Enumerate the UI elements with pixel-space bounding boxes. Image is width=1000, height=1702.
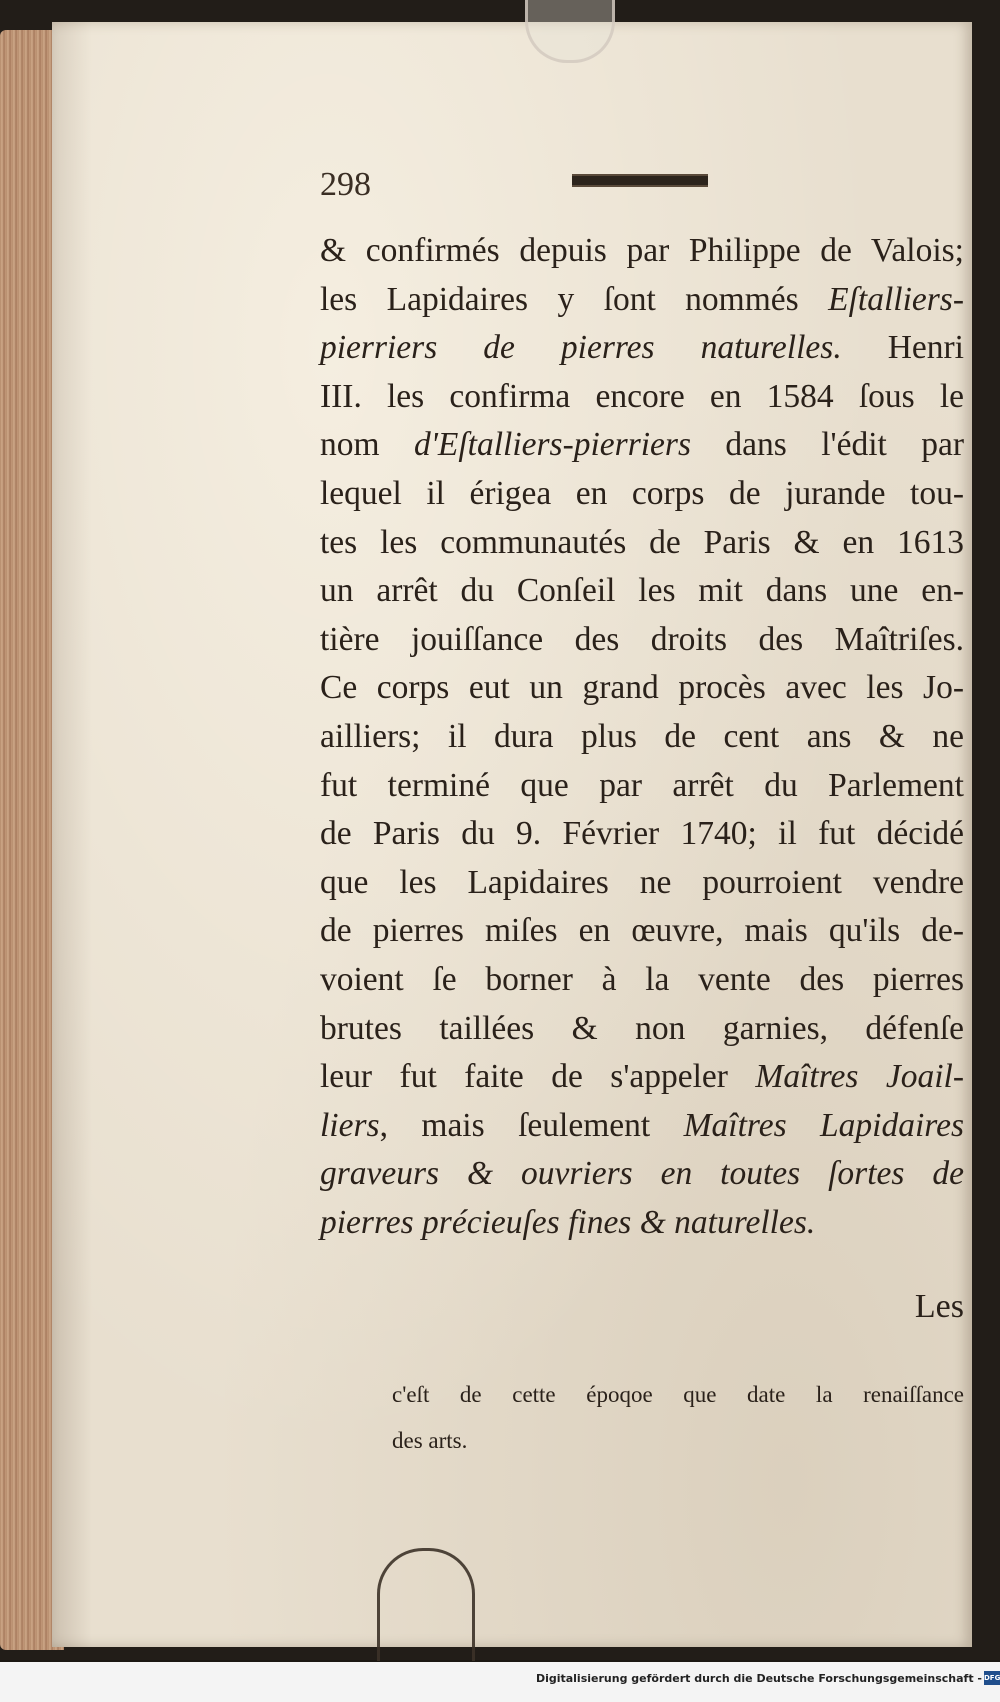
page-clip-bottom	[377, 1548, 475, 1661]
text-segment: de pierres miſes en œuvre, mais qu'ils de-	[320, 912, 964, 950]
text-segment: fut terminé que par arrêt du Parlement	[320, 766, 964, 804]
text-segment: nom	[320, 426, 414, 464]
text-line	[320, 1005, 964, 1054]
text-line	[320, 713, 964, 762]
digitization-credit-bar	[0, 1662, 1000, 1702]
text-segment: Ce corps eut un grand procès avec les Jo-	[320, 669, 964, 707]
text-line	[320, 859, 964, 908]
dfg-logo: DFG	[984, 1671, 1000, 1685]
footnote	[392, 1372, 964, 1464]
italic-text: d'Eſtalliers-pierriers	[413, 426, 691, 464]
text-segment: brutes taillées & non garnies, défenſe	[320, 1009, 964, 1047]
italic-text: Eſtalliers-	[828, 280, 964, 318]
text-line	[320, 324, 964, 373]
text-line	[320, 664, 964, 713]
text-line	[320, 1150, 964, 1199]
book-page	[52, 22, 972, 1647]
text-line	[320, 276, 964, 325]
text-segment: voient ſe borner à la vente des pierres	[320, 960, 964, 998]
text-line	[320, 1053, 964, 1102]
text-line	[320, 1199, 964, 1248]
text-segment: les Lapidaires y ſont nommés	[320, 280, 829, 318]
text-segment: lequel il érigea en corps de jurande tou-	[320, 474, 964, 512]
text-line	[320, 421, 964, 470]
italic-text: pierres précieuſes fines & naturelles.	[320, 1203, 816, 1241]
footnote-line: des arts.	[392, 1428, 468, 1453]
text-segment: tière jouiſſance des droits des Maîtriſes.	[320, 620, 964, 658]
text-line	[320, 810, 964, 859]
text-segment: que les Lapidaires ne pourroient vendre	[320, 863, 964, 901]
credit-text: Digitalisierung gefördert durch die Deutsche Forschungsgemeinschaft -	[535, 1672, 982, 1685]
text-line	[320, 567, 964, 616]
body-text	[320, 227, 964, 1247]
catchword: Les	[914, 1288, 964, 1325]
text-line	[320, 616, 964, 665]
italic-text: pierriers de pierres naturelles.	[320, 329, 842, 367]
text-line	[320, 470, 964, 519]
text-segment: leur fut faite de s'appeler	[320, 1058, 756, 1096]
text-segment: , mais ſeulement	[379, 1106, 684, 1144]
text-segment: de Paris du 9. Février 1740; il fut décidé	[320, 815, 964, 853]
page-number: 298	[320, 166, 371, 203]
text-segment: Henri	[841, 329, 964, 367]
text-line	[320, 227, 964, 276]
text-segment: un arrêt du Conſeil les mit dans une en-	[320, 572, 964, 610]
italic-text: Maîtres Joail-	[755, 1058, 964, 1096]
italic-text: liers	[320, 1106, 380, 1144]
italic-text: graveurs & ouvriers en toutes ſortes de	[320, 1155, 964, 1193]
text-line	[320, 956, 964, 1005]
text-segment: & confirmés depuis par Philippe de Valois;	[320, 232, 964, 269]
text-line	[320, 907, 964, 956]
italic-text: Maîtres Lapidaires	[683, 1106, 965, 1144]
text-line	[320, 1102, 964, 1151]
text-segment: ailliers; il dura plus de cent ans & ne	[320, 717, 964, 755]
text-line	[320, 519, 964, 568]
text-line	[320, 762, 964, 811]
text-segment: dans l'édit par	[691, 426, 964, 464]
text-segment: tes les communautés de Paris & en 1613	[320, 523, 964, 561]
text-segment: III. les confirma encore en 1584 ſous le	[320, 377, 964, 415]
header-ornament-rule	[572, 174, 708, 187]
text-line	[320, 373, 964, 422]
footnote-line: c'eſt de cette époqoe que date la renaiſſance	[392, 1382, 964, 1407]
